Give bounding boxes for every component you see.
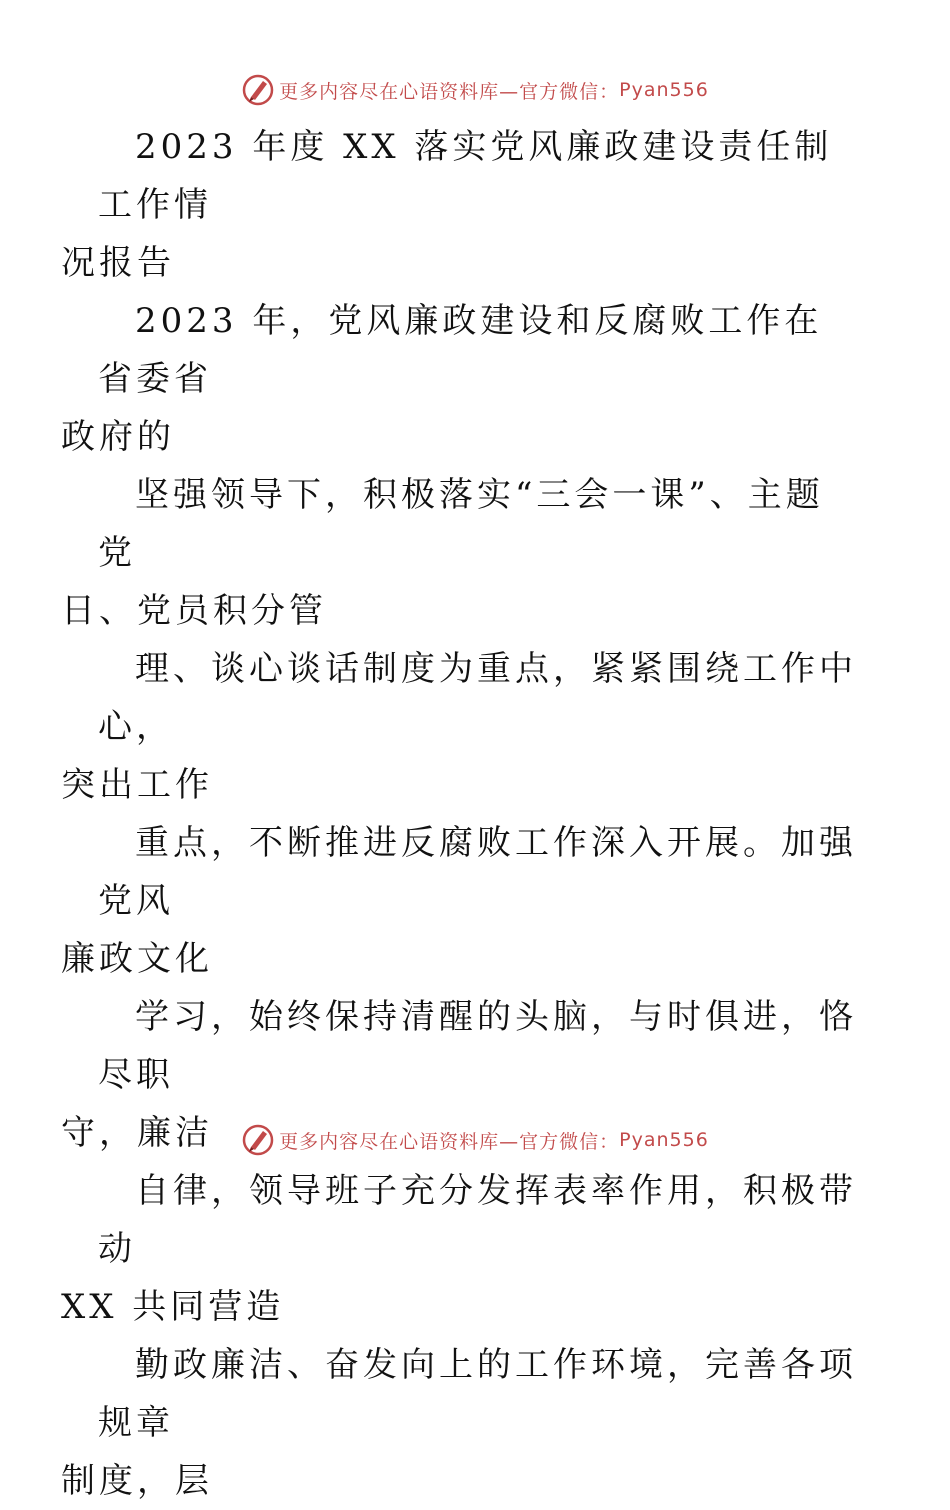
watermark-handle: Pyan556 <box>619 79 709 101</box>
document-body <box>61 118 858 1510</box>
header-watermark <box>0 70 950 110</box>
paragraph: 2023 年度 XX 落实党风廉政建设责任制工作情 况报告 <box>61 127 833 283</box>
pen-logo-icon <box>241 73 275 107</box>
footer-watermark <box>0 1120 950 1160</box>
paragraph: 自律，领导班子充分发挥表率作用，积极带动 XX 共同营造 <box>61 1171 857 1327</box>
watermark-text: 更多内容尽在心语资料库—官方微信： <box>279 1130 620 1153</box>
watermark-text: 更多内容尽在心语资料库—官方微信： <box>279 80 620 103</box>
paragraph: 2023 年，党风廉政建设和反腐败工作在省委省 政府的 <box>61 301 823 457</box>
paragraph: 坚强领导下，积极落实“三会一课”、主题党 日、党员积分管 <box>61 475 824 631</box>
paragraph: 理、谈心谈话制度为重点，紧紧围绕工作中心， 突出工作 <box>61 649 857 805</box>
watermark-handle: Pyan556 <box>619 1129 709 1151</box>
paragraph: 学习，始终保持清醒的头脑，与时俱进，恪尽职 守，廉洁 <box>61 997 857 1153</box>
paragraph: 重点，不断推进反腐败工作深入开展。加强党风 廉政文化 <box>61 823 857 979</box>
pen-logo-icon <box>241 1123 275 1157</box>
paragraph: 勤政廉洁、奋发向上的工作环境，完善各项规章 制度，层 <box>61 1345 857 1501</box>
